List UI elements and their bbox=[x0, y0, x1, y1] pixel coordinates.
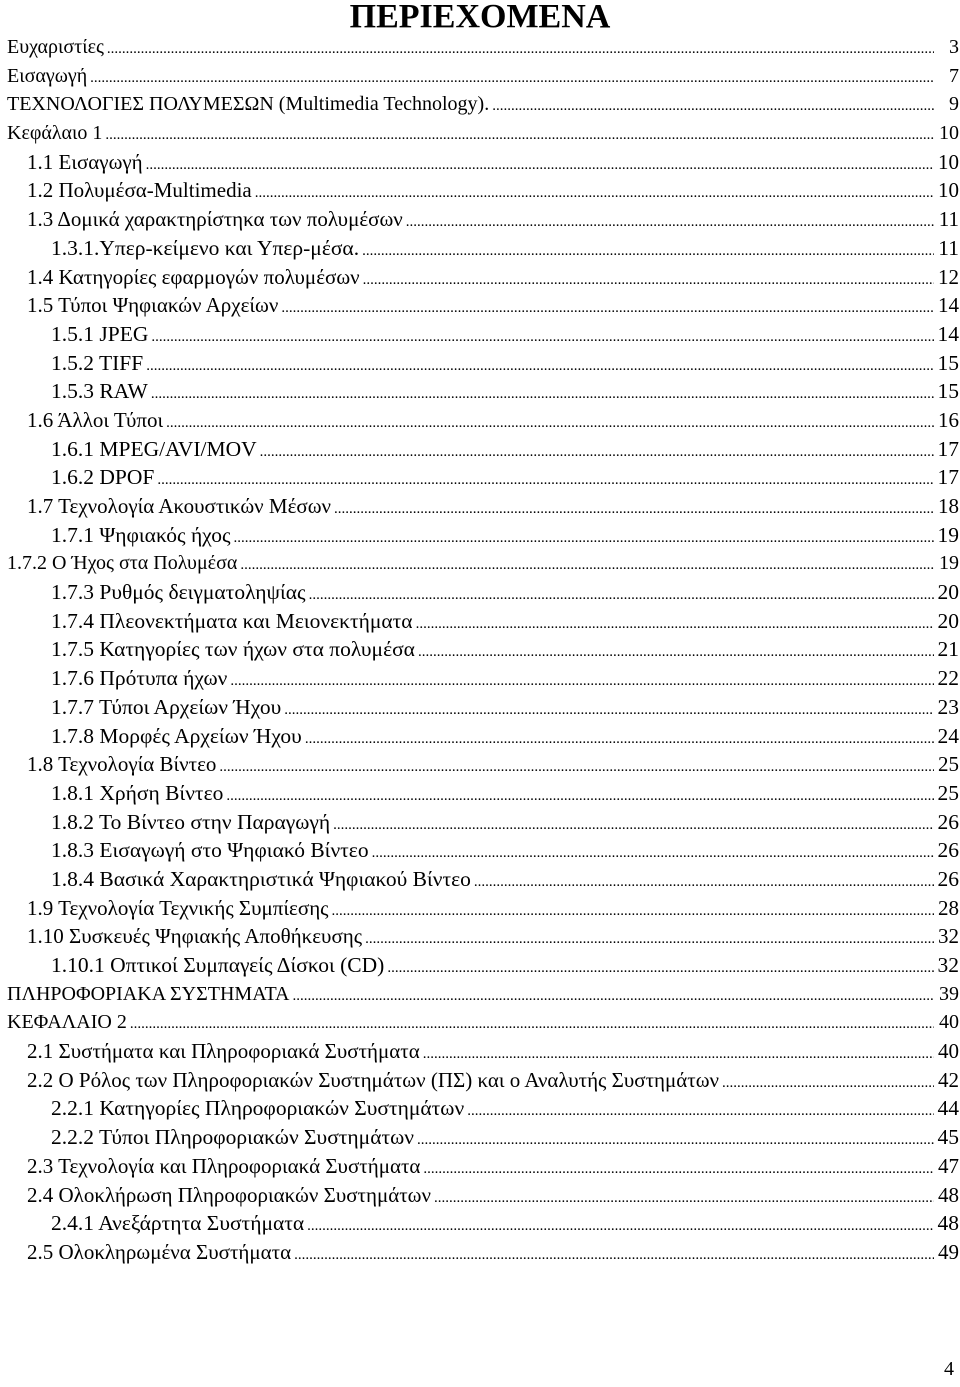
page-title: ΠΕΡΙΕΧΟΜΕΝΑ bbox=[349, 0, 611, 35]
toc-dot-leader bbox=[365, 923, 934, 952]
toc-entry-page: 17 bbox=[937, 465, 959, 490]
toc-entry-page: 22 bbox=[937, 666, 959, 691]
toc-dot-leader bbox=[467, 1095, 934, 1124]
toc-dot-leader bbox=[387, 952, 934, 981]
toc-entry[interactable] bbox=[7, 952, 959, 978]
toc-dot-leader bbox=[105, 120, 934, 148]
toc-entry-page: 26 bbox=[937, 866, 959, 891]
toc-entry-title: 1.5.3 RAW bbox=[51, 379, 148, 404]
toc-dot-leader bbox=[281, 292, 934, 321]
toc-entry-page: 40 bbox=[938, 1039, 959, 1064]
toc-entry-page: 9 bbox=[949, 93, 959, 116]
toc-entry-title: 1.7.1 Ψηφιακός ήχος bbox=[51, 522, 231, 547]
toc-entry[interactable] bbox=[7, 1009, 959, 1035]
toc-entry-page: 49 bbox=[938, 1239, 959, 1264]
toc-dot-leader bbox=[372, 837, 934, 866]
toc-dot-leader bbox=[226, 780, 934, 809]
toc-entry-title: 1.6.2 DPOF bbox=[51, 465, 155, 490]
toc-entry[interactable] bbox=[7, 63, 959, 89]
toc-entry-title: 2.4 Ολοκλήρωση Πληροφοριακών Συστημάτων bbox=[27, 1182, 431, 1207]
toc-entry[interactable] bbox=[7, 292, 959, 318]
toc-entry-title: 2.4.1 Ανεξάρτητα Συστήματα bbox=[51, 1211, 305, 1236]
toc-entry-page: 18 bbox=[938, 494, 959, 518]
toc-entry[interactable] bbox=[7, 1124, 959, 1150]
toc-entry[interactable] bbox=[7, 436, 959, 462]
toc-entry-title: 1.6.1 MPEG/AVI/MOV bbox=[51, 436, 257, 461]
toc-entry[interactable] bbox=[7, 895, 959, 921]
toc-entry-page: 39 bbox=[939, 982, 959, 1005]
toc-entry[interactable] bbox=[7, 522, 959, 548]
toc-entry-page: 45 bbox=[937, 1125, 959, 1150]
toc-dot-leader bbox=[423, 1153, 934, 1182]
toc-dot-leader bbox=[240, 550, 934, 578]
toc-entry-title: 2.2.1 Κατηγορίες Πληροφοριακών Συστημάτων bbox=[51, 1096, 465, 1121]
toc-entry-title: Ευχαριστίες bbox=[7, 36, 104, 58]
toc-dot-leader bbox=[362, 235, 934, 264]
toc-entry-title: 1.1 Εισαγωγή bbox=[27, 149, 143, 174]
toc-entry-title: 1.7.7 Τύποι Αρχείων Ήχου bbox=[51, 694, 282, 719]
toc-entry-page: 42 bbox=[938, 1067, 959, 1092]
toc-entry-page: 16 bbox=[938, 407, 959, 432]
toc-entry-page: 11 bbox=[938, 235, 959, 260]
toc-entry-page: 32 bbox=[937, 953, 959, 977]
toc-entry-title: 2.2 Ο Ρόλος των Πληροφοριακών Συστημάτων (ΠΣ) και ο Αναλυτής Συστημάτων bbox=[27, 1067, 720, 1092]
toc-entry-page: 23 bbox=[937, 694, 959, 719]
toc-entry-page: 26 bbox=[937, 809, 959, 834]
toc-entry-title: 2.5 Ολοκληρωμένα Συστήματα bbox=[27, 1239, 292, 1264]
toc-dot-leader bbox=[417, 1124, 934, 1153]
toc-entry-page: 15 bbox=[937, 350, 959, 375]
toc-dot-leader bbox=[146, 350, 934, 379]
toc-entry-page: 28 bbox=[938, 895, 959, 920]
toc-entry-title: 1.7.4 Πλεονεκτήματα και Μειονεκτήματα bbox=[51, 608, 413, 633]
toc-entry[interactable] bbox=[7, 378, 959, 404]
toc-dot-leader bbox=[146, 149, 934, 178]
toc-entry-page: 48 bbox=[937, 1211, 959, 1236]
toc-entry-page: 3 bbox=[949, 36, 959, 58]
toc-entry-title: 1.10 Συσκευές Ψηφιακής Αποθήκευσης bbox=[27, 924, 363, 949]
toc-entry-title: 1.3.1.Υπερ-κείμενο και Υπερ-μέσα. bbox=[51, 235, 360, 260]
toc-entry-title: 1.2 Πολυμέσα-Multimedia bbox=[27, 178, 252, 203]
toc-entry[interactable] bbox=[7, 780, 959, 806]
toc-entry-page: 17 bbox=[937, 436, 959, 461]
table-of-contents bbox=[7, 34, 959, 1268]
toc-dot-leader bbox=[284, 694, 934, 723]
toc-entry-title: Κεφάλαιο 1 bbox=[7, 122, 103, 145]
toc-entry-title: 1.3 Δομικά χαρακτηρίστηκα των πολυμέσων bbox=[27, 207, 403, 232]
toc-dot-leader bbox=[294, 1239, 934, 1268]
toc-dot-leader bbox=[406, 206, 934, 235]
toc-entry[interactable] bbox=[7, 751, 959, 777]
toc-entry-page: 20 bbox=[937, 608, 959, 633]
toc-entry[interactable] bbox=[7, 350, 959, 376]
toc-dot-leader bbox=[166, 407, 934, 436]
toc-entry-title: 1.7.2 Ο Ήχος στα Πολυμέσα bbox=[7, 552, 238, 575]
toc-entry[interactable] bbox=[7, 723, 959, 749]
toc-entry-page: 32 bbox=[938, 924, 959, 949]
toc-dot-leader bbox=[230, 665, 934, 694]
toc-entry-page: 20 bbox=[937, 580, 959, 605]
toc-entry[interactable] bbox=[7, 1038, 959, 1064]
toc-entry[interactable] bbox=[7, 407, 959, 433]
toc-entry-title: 1.8 Τεχνολογία Βίντεο bbox=[27, 752, 217, 777]
toc-entry-title: Εισαγωγή bbox=[7, 64, 88, 87]
toc-entry-page: 21 bbox=[937, 637, 959, 662]
toc-dot-leader bbox=[255, 177, 934, 206]
toc-entry-page: 25 bbox=[938, 752, 959, 777]
toc-dot-leader bbox=[90, 63, 934, 91]
toc-dot-leader bbox=[260, 436, 934, 465]
toc-dot-leader bbox=[418, 636, 934, 665]
toc-entry-title: 1.7.5 Κατηγορίες των ήχων στα πολυμέσα bbox=[51, 637, 415, 662]
toc-dot-leader bbox=[434, 1182, 934, 1211]
toc-dot-leader bbox=[332, 895, 935, 924]
toc-entry[interactable] bbox=[7, 493, 959, 519]
toc-entry[interactable] bbox=[7, 550, 959, 576]
toc-dot-leader bbox=[333, 809, 934, 838]
page-number: 4 bbox=[944, 1358, 954, 1380]
toc-entry-title: 1.8.3 Εισαγωγή στο Ψηφιακό Βίντεο bbox=[51, 838, 369, 863]
toc-entry-page: 7 bbox=[949, 64, 959, 87]
toc-dot-leader bbox=[130, 1009, 934, 1037]
toc-dot-leader bbox=[334, 493, 934, 522]
toc-entry-page: 19 bbox=[939, 552, 959, 575]
toc-entry[interactable] bbox=[7, 264, 959, 290]
toc-entry-title: 1.5.2 TIFF bbox=[51, 350, 144, 375]
toc-entry-page: 14 bbox=[937, 321, 959, 346]
toc-entry-page: 24 bbox=[937, 723, 959, 748]
toc-entry-title: 1.8.2 Το Βίντεο στην Παραγωγή bbox=[51, 809, 331, 834]
toc-dot-leader bbox=[423, 1038, 934, 1067]
toc-entry-title: 1.10.1 Οπτικοί Συμπαγείς Δίσκοι (CD) bbox=[51, 953, 385, 977]
toc-entry-title: 1.8.1 Χρήση Βίντεο bbox=[51, 780, 224, 805]
toc-entry-page: 15 bbox=[937, 379, 959, 404]
toc-dot-leader bbox=[309, 579, 934, 608]
toc-entry-title: 1.9 Τεχνολογία Τεχνικής Συμπίεσης bbox=[27, 895, 329, 920]
toc-entry-title: 1.7 Τεχνολογία Ακουστικών Μέσων bbox=[27, 494, 332, 518]
toc-entry[interactable] bbox=[7, 1182, 959, 1208]
toc-entry-title: 1.7.8 Μορφές Αρχείων Ήχου bbox=[51, 723, 302, 748]
toc-dot-leader bbox=[474, 866, 934, 895]
toc-entry[interactable] bbox=[7, 1210, 959, 1236]
toc-entry[interactable] bbox=[7, 866, 959, 892]
toc-dot-leader bbox=[293, 981, 935, 1009]
toc-dot-leader bbox=[305, 723, 934, 752]
toc-entry[interactable] bbox=[7, 837, 959, 863]
toc-entry[interactable] bbox=[7, 149, 959, 175]
toc-entry-title: ΠΛΗΡΟΦΟΡΙΑΚΑ ΣΥΣΤΗΜΑΤΑ bbox=[7, 982, 290, 1005]
toc-entry[interactable] bbox=[7, 579, 959, 605]
toc-entry-title: 2.1 Συστήματα και Πληροφοριακά Συστήματα bbox=[27, 1039, 420, 1064]
toc-entry[interactable] bbox=[7, 694, 959, 720]
toc-dot-leader bbox=[307, 1210, 934, 1239]
toc-dot-leader bbox=[151, 321, 934, 350]
toc-entry[interactable] bbox=[7, 923, 959, 949]
toc-entry[interactable] bbox=[7, 1067, 959, 1093]
toc-entry-title: 2.2.2 Τύποι Πληροφοριακών Συστημάτων bbox=[51, 1125, 414, 1150]
toc-entry-title: 1.6 Άλλοι Τύποι bbox=[27, 407, 164, 432]
toc-entry-title: 1.4 Κατηγορίες εφαρμογών πολυμέσων bbox=[27, 264, 360, 289]
toc-entry[interactable] bbox=[7, 321, 959, 347]
toc-dot-leader bbox=[157, 464, 934, 493]
toc-entry-title: 1.7.6 Πρότυπα ήχων bbox=[51, 666, 228, 691]
toc-entry[interactable] bbox=[7, 1153, 959, 1179]
toc-dot-leader bbox=[416, 608, 934, 637]
toc-dot-leader bbox=[219, 751, 934, 780]
toc-entry-page: 25 bbox=[937, 780, 959, 805]
toc-dot-leader bbox=[722, 1067, 934, 1096]
toc-entry-title: ΤΕΧΝΟΛΟΓΙΕΣ ΠΟΛΥΜΕΣΩΝ (Multimedia Technology). bbox=[7, 93, 490, 116]
toc-entry-page: 14 bbox=[938, 293, 959, 318]
toc-entry[interactable] bbox=[7, 235, 959, 261]
toc-entry-page: 12 bbox=[938, 264, 959, 289]
toc-entry-title: ΚΕΦΑΛΑΙΟ 2 bbox=[7, 1011, 127, 1034]
toc-entry-page: 19 bbox=[937, 522, 959, 547]
toc-entry-title: 1.5.1 JPEG bbox=[51, 321, 149, 346]
toc-entry[interactable] bbox=[7, 608, 959, 634]
toc-entry-page: 40 bbox=[939, 1011, 959, 1034]
toc-dot-leader bbox=[492, 91, 934, 119]
toc-entry-title: 1.7.3 Ρυθμός δειγματοληψίας bbox=[51, 580, 306, 605]
toc-entry-title: 2.3 Τεχνολογία και Πληροφοριακά Συστήματα bbox=[27, 1153, 421, 1178]
toc-entry-page: 26 bbox=[937, 838, 959, 863]
toc-dot-leader bbox=[151, 378, 934, 407]
toc-entry[interactable] bbox=[7, 177, 959, 203]
toc-entry[interactable] bbox=[7, 91, 959, 117]
toc-entry[interactable] bbox=[7, 809, 959, 835]
toc-entry-page: 10 bbox=[939, 122, 959, 145]
toc-entry[interactable] bbox=[7, 1095, 959, 1121]
toc-entry[interactable] bbox=[7, 464, 959, 490]
toc-dot-leader bbox=[363, 264, 934, 293]
toc-dot-leader bbox=[107, 34, 934, 62]
toc-entry[interactable] bbox=[7, 34, 959, 60]
toc-entry-page: 44 bbox=[937, 1096, 959, 1121]
toc-entry[interactable] bbox=[7, 206, 959, 232]
toc-entry[interactable] bbox=[7, 1239, 959, 1265]
toc-entry-page: 47 bbox=[938, 1153, 959, 1178]
toc-entry[interactable] bbox=[7, 636, 959, 662]
toc-entry-title: 1.8.4 Βασικά Χαρακτηριστικά Ψηφιακού Βίντεο bbox=[51, 866, 471, 891]
toc-dot-leader bbox=[234, 522, 934, 551]
toc-entry-page: 10 bbox=[938, 178, 959, 203]
toc-entry-title: 1.5 Τύποι Ψηφιακών Αρχείων bbox=[27, 293, 279, 318]
toc-entry[interactable] bbox=[7, 981, 959, 1007]
toc-entry-page: 10 bbox=[938, 149, 959, 174]
toc-entry[interactable] bbox=[7, 665, 959, 691]
toc-entry-page: 48 bbox=[938, 1182, 959, 1207]
toc-entry-page: 11 bbox=[938, 207, 959, 232]
toc-entry[interactable] bbox=[7, 120, 959, 146]
